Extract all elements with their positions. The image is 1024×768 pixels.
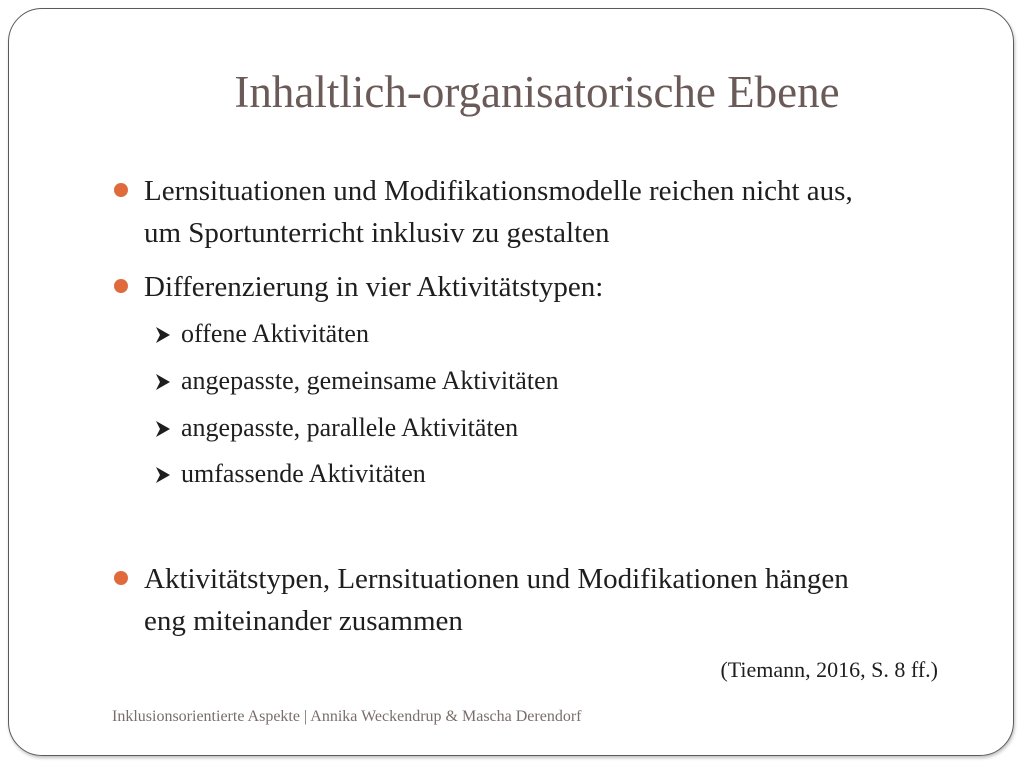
subitem: [181, 318, 369, 350]
arrow-right-icon: [153, 372, 173, 392]
subitem: [181, 412, 518, 444]
subitem-text: umfassende Aktivitäten: [181, 459, 426, 488]
subitem: [181, 458, 426, 490]
bullet-text-line: Lernsituationen und Modifikationsmodelle reichen nicht aus,: [144, 175, 853, 207]
bullet-text-line: um Sportunterricht inklusiv zu gestalten: [144, 217, 610, 249]
slide-title: Inhaltlich-organisatorische Ebene: [234, 67, 840, 117]
bullet-text-line: Differenzierung in vier Aktivitätstypen:: [144, 271, 604, 303]
citation: (Tiemann, 2016, S. 8 ff.): [720, 657, 938, 682]
bullet-dot-icon: [114, 183, 128, 197]
arrow-right-icon: [153, 465, 173, 485]
subitem-text: angepasste, parallele Aktivitäten: [181, 413, 519, 442]
bullet-item: [144, 266, 964, 308]
subitem: [181, 365, 559, 397]
bullet-dot-icon: [114, 571, 128, 585]
bullet-item: [144, 558, 964, 642]
subitem-text: angepasste, gemeinsame Aktivitäten: [181, 366, 559, 395]
bullet-text-line: Aktivitätstypen, Lernsituationen und Modifikationen hängen: [144, 563, 849, 595]
arrow-right-icon: [153, 419, 173, 439]
arrow-right-icon: [153, 325, 173, 345]
bullet-dot-icon: [114, 279, 128, 293]
bullet-item: [144, 170, 964, 254]
slide-footer: Inklusionsorientierte Aspekte | Annika Weckendrup & Mascha Derendorf: [112, 708, 582, 725]
bullet-text-line: eng miteinander zusammen: [144, 605, 463, 637]
subitem-text: offene Aktivitäten: [181, 319, 369, 348]
